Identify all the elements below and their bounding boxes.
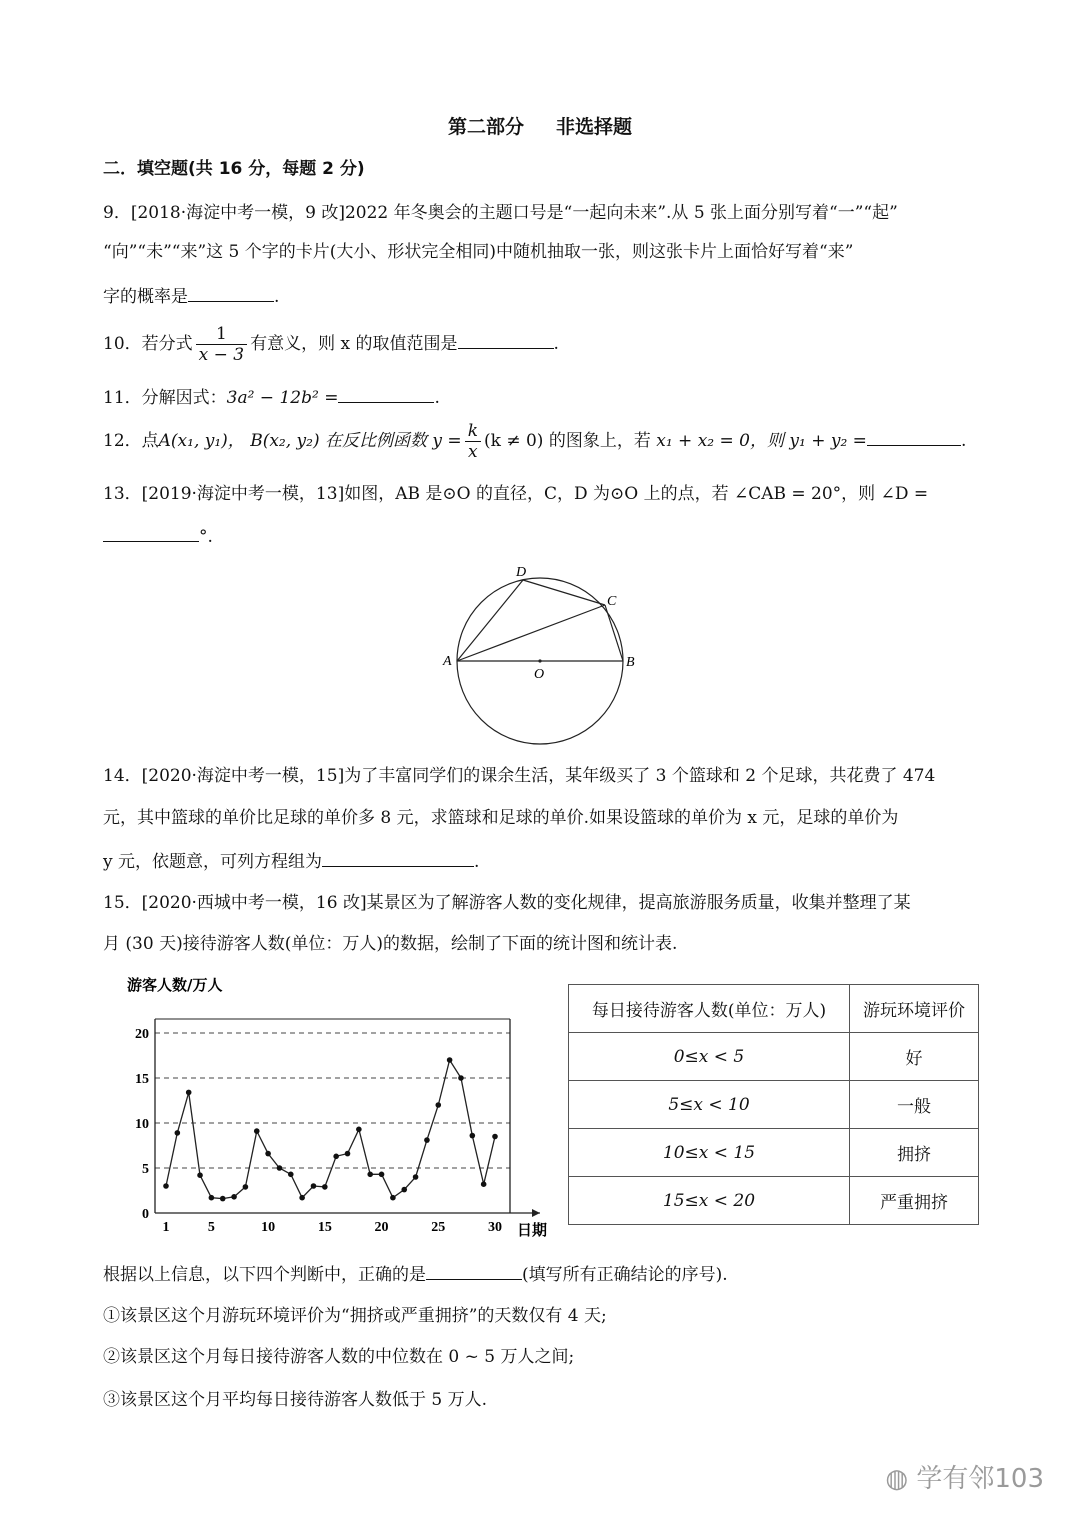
table-cell: 10≤x < 15 — [569, 1129, 850, 1177]
period: . — [553, 334, 559, 354]
data-point — [458, 1075, 464, 1081]
table-cell: 拥挤 — [850, 1129, 979, 1177]
chord-cb — [605, 605, 623, 661]
y-tick-label: 20 — [135, 1027, 149, 1042]
table-row — [569, 1177, 979, 1225]
axes — [155, 1019, 540, 1217]
data-point — [390, 1195, 396, 1201]
data-point — [311, 1183, 317, 1189]
watermark-text: 学有邻103 — [916, 1464, 1044, 1494]
y-tick-label: 0 — [142, 1207, 149, 1222]
table-header-cell: 游玩环境评价 — [850, 985, 979, 1033]
data-point — [220, 1196, 226, 1202]
x-tick-label: 20 — [374, 1220, 389, 1235]
data-point — [379, 1172, 385, 1178]
data-point — [401, 1187, 407, 1193]
y-tick-label: 10 — [135, 1117, 149, 1132]
q12-den: x — [468, 442, 478, 462]
q14-line2: 元，其中篮球的单价比足球的单价多 8 元，求篮球和足球的单价.如果设篮球的单价为 x 元，足球的单价为 — [103, 808, 899, 828]
statement-3: ③该景区这个月平均每日接待游客人数低于 5 万人. — [103, 1390, 488, 1410]
label-a: A — [443, 654, 452, 669]
label-d: D — [516, 565, 527, 580]
period: . — [960, 431, 967, 451]
x-tick-label: 15 — [317, 1220, 332, 1235]
data-point — [345, 1151, 351, 1157]
q12-line — [103, 418, 966, 464]
label-o: O — [534, 667, 545, 682]
data-point — [492, 1134, 498, 1140]
q10-den: x − 3 — [198, 345, 245, 365]
watermark — [885, 1458, 1044, 1495]
data-point — [209, 1195, 215, 1201]
q11-answer-blank[interactable] — [338, 384, 434, 403]
x-tick-label: 5 — [207, 1220, 215, 1235]
q13-line1: 13．[2019·海淀中考一模，13]如图，AB 是⊙O 的直径，C，D 为⊙O 上的点，若 ∠CAB = 20°，则 ∠D = — [103, 484, 929, 504]
data-point — [197, 1172, 203, 1178]
q13-degree: °. — [199, 527, 213, 547]
table-cell: 5≤x < 10 — [569, 1081, 850, 1129]
q10-post: 有意义，则 x 的取值范围是 — [250, 334, 458, 354]
section-heading: 二．填空题(共 16 分，每题 2 分) — [103, 159, 365, 179]
y-tick-label: 15 — [135, 1072, 149, 1087]
data-point — [265, 1151, 271, 1157]
q14-line3-text: y 元，依题意，可列方程组为 — [103, 852, 323, 872]
q12-cond: (k ≠ 0) 的图象上，若 — [484, 431, 651, 451]
judge-intro-post: (填写所有正确结论的序号). — [522, 1265, 728, 1285]
x-tick-label: 25 — [431, 1220, 446, 1235]
visitor-line-chart — [110, 968, 560, 1243]
table-cell: 好 — [850, 1033, 979, 1081]
table-cell: 严重拥挤 — [850, 1177, 979, 1225]
q12-ysum: y₁ + y₂ = — [789, 431, 867, 451]
q9-line1: 9．[2018·海淀中考一模，9 改]2022 年冬奥会的主题口号是“一起向未来”.从 5 张上面分别写着“一”“起” — [103, 203, 898, 223]
circle-figure — [430, 560, 650, 760]
q11-pre: 11．分解因式： — [103, 388, 227, 408]
data-point — [243, 1184, 249, 1190]
q14-answer-blank[interactable] — [322, 848, 474, 867]
table-row — [569, 1033, 979, 1081]
statement-1: ①该景区这个月游玩环境评价为“拥挤或严重拥挤”的天数仅有 4 天; — [103, 1306, 607, 1326]
data-point — [254, 1128, 260, 1134]
period: . — [474, 852, 480, 872]
q10-line — [103, 322, 559, 366]
data-point — [435, 1102, 441, 1108]
table-cell: 0≤x < 5 — [569, 1033, 850, 1081]
wechat-icon: ◍ — [885, 1464, 909, 1494]
judge-intro-pre: 根据以上信息，以下四个判断中，正确的是 — [103, 1265, 426, 1285]
judge-intro — [103, 1261, 728, 1287]
part-title-b: 非选择题 — [556, 116, 633, 138]
chord-dc — [523, 580, 605, 605]
data-point — [288, 1172, 294, 1178]
data-point — [356, 1127, 362, 1133]
q14-line1: 14．[2020·海淀中考一模，15]为了丰富同学们的课余生活，某年级买了 3 个篮球和 2 个足球，共花费了 474 — [103, 766, 936, 786]
series-points — [163, 1057, 498, 1201]
grid-lines — [155, 1033, 510, 1168]
data-point — [413, 1174, 419, 1180]
data-point — [424, 1137, 430, 1143]
q12-fraction — [465, 421, 481, 462]
q12-pre: 12．点 — [103, 431, 159, 451]
q15-answer-blank[interactable] — [426, 1261, 522, 1280]
data-point — [470, 1133, 476, 1139]
q9-answer-blank[interactable] — [188, 283, 274, 302]
series-polyline — [166, 1060, 495, 1199]
series-line — [166, 1060, 495, 1199]
data-point — [299, 1195, 305, 1201]
part-title-a: 第二部分 — [447, 116, 524, 138]
x-tick-label: 10 — [261, 1220, 276, 1235]
q12-sum: x₁ + x₂ = 0，则 — [656, 431, 784, 451]
q13-answer-blank[interactable] — [103, 523, 199, 542]
tick-labels — [135, 1027, 502, 1235]
table-cell: 15≤x < 20 — [569, 1177, 850, 1225]
q12-y: y = — [432, 431, 462, 451]
q14-line3 — [103, 848, 479, 874]
q13-line2 — [103, 523, 213, 549]
q11-expr: 3a² − 12b² = — [226, 388, 339, 408]
period: . — [274, 287, 280, 307]
data-point — [481, 1181, 487, 1187]
q10-answer-blank[interactable] — [458, 330, 554, 349]
evaluation-table — [568, 984, 979, 1225]
period: . — [434, 388, 440, 408]
q10-pre: 10．若分式 — [103, 334, 193, 354]
q10-fraction — [196, 324, 247, 365]
statement-2: ②该景区这个月每日接待游客人数的中位数在 0 ~ 5 万人之间; — [103, 1347, 575, 1367]
q12-point-b: B(x₂, y₂) 在反比例函数 — [250, 431, 428, 451]
data-point — [175, 1130, 181, 1136]
q9-line3 — [103, 283, 279, 309]
x-axis-arrow — [532, 1209, 540, 1217]
y-axis-label: 游客人数/万人 — [127, 976, 223, 994]
data-point — [333, 1154, 339, 1160]
data-point — [277, 1165, 283, 1171]
x-tick-label: 30 — [488, 1220, 502, 1235]
q12-answer-blank[interactable] — [867, 427, 961, 446]
table-cell: 一般 — [850, 1081, 979, 1129]
data-point — [367, 1172, 373, 1178]
x-tick-label: 1 — [162, 1220, 170, 1235]
center-point — [538, 659, 541, 662]
data-point — [163, 1183, 169, 1189]
q15-line2: 月 (30 天)接待游客人数(单位：万人)的数据，绘制了下面的统计图和统计表. — [103, 934, 678, 954]
data-point — [186, 1090, 192, 1096]
q11-line — [103, 384, 440, 410]
q9-line3-text: 字的概率是 — [103, 287, 188, 307]
y-tick-label: 5 — [142, 1162, 149, 1177]
part-title — [0, 112, 1080, 139]
table-header-row — [569, 985, 979, 1033]
x-axis-label: 日期 — [517, 1221, 548, 1239]
q15-line1: 15．[2020·西城中考一模，16 改]某景区为了解游客人数的变化规律，提高旅游服务质量，收集并整理了某 — [103, 893, 911, 913]
label-c: C — [607, 594, 617, 609]
data-point — [447, 1057, 453, 1063]
q9-line2: “向”“未”“来”这 5 个字的卡片(大小、形状完全相同)中随机抽取一张，则这张卡片上面恰好写着“来” — [103, 242, 854, 262]
q12-point-a: A(x₁, y₁)， — [158, 431, 245, 451]
table-header-cell: 每日接待游客人数(单位：万人) — [569, 985, 850, 1033]
table-row — [569, 1081, 979, 1129]
q12-num: k — [465, 421, 481, 442]
data-point — [322, 1184, 328, 1190]
data-point — [231, 1194, 237, 1200]
q10-num: 1 — [196, 324, 247, 345]
table-row — [569, 1129, 979, 1177]
label-b: B — [626, 655, 635, 670]
